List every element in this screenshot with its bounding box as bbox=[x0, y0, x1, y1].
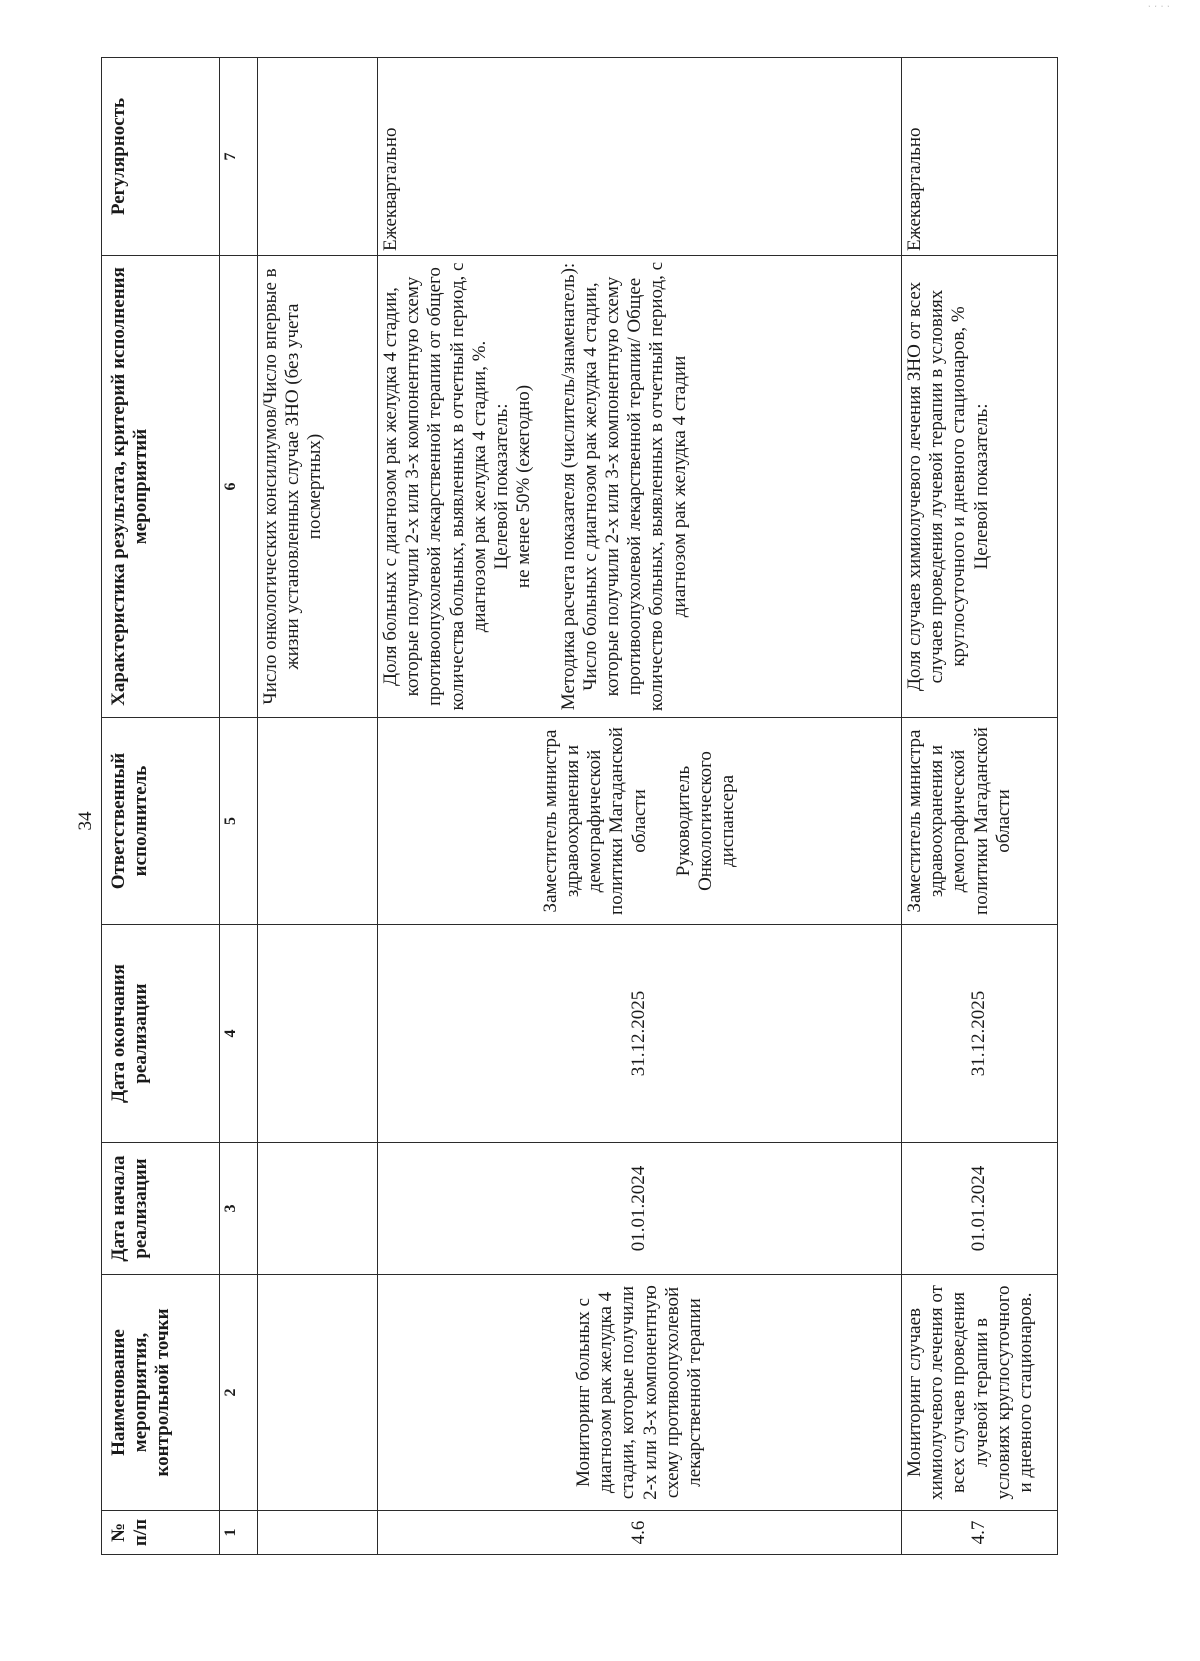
row-end-date: 31.12.2025 bbox=[902, 925, 1058, 1143]
page-number: 34 bbox=[75, 811, 96, 831]
target-label: Целевой показатель: bbox=[970, 403, 992, 570]
table-row bbox=[902, 58, 1058, 1555]
header-responsible: Ответственный исполнитель bbox=[102, 718, 220, 925]
row-regularity: Ежеквартально bbox=[902, 58, 1058, 256]
row-start-date: 01.01.2024 bbox=[902, 1143, 1058, 1275]
continuation-row bbox=[258, 58, 378, 1555]
table-row bbox=[378, 58, 902, 1555]
target-label: Целевой показатель: bbox=[491, 403, 513, 570]
column-number: 3 bbox=[220, 1143, 258, 1275]
column-number: 1 bbox=[220, 1511, 258, 1555]
row-end-date: 31.12.2025 bbox=[378, 925, 902, 1143]
row-num: 4.6 bbox=[378, 1511, 902, 1555]
row-start-date: 01.01.2024 bbox=[378, 1143, 902, 1275]
column-number-row bbox=[220, 58, 258, 1555]
row-name: Мониторинг случаев химиолучевого лечения от всех случаев проведения лучевой терапии в условиях круглосуточного и дневного стационаров. bbox=[902, 1275, 1058, 1511]
target-value: не менее 50% (ежегодно) bbox=[513, 384, 535, 589]
column-number: 4 bbox=[220, 925, 258, 1143]
responsible-2: Руководитель Онкологического диспансера bbox=[672, 751, 739, 891]
column-number: 7 bbox=[220, 58, 258, 256]
row-num: 4.7 bbox=[902, 1511, 1058, 1555]
characteristic-text: Доля больных с диагнозом рак желудка 4 стадии, которые получили 2-х или 3-х компонентную схему противоопухолевой лекарственной терапии от общего количества больных, выявленных в отчетный период, с диагнозом рак желудка 4 стадии, %. bbox=[380, 262, 490, 711]
row-regularity: Ежеквартально bbox=[378, 58, 902, 256]
measures-table bbox=[101, 57, 1058, 1555]
rotated-table-container bbox=[101, 58, 1057, 1555]
method-text: Число больных с диагнозом рак желудка 4 стадии, которые получили 2-х или 3-х компонентную схему противоопухолевой лекарственной терапии/ Общее количество больных, выявленных в отчетный период, с диагнозом рак желудка 4 стадии bbox=[579, 261, 690, 712]
column-number: 2 bbox=[220, 1275, 258, 1511]
header-end: Дата окончания реализации bbox=[102, 925, 220, 1143]
continuation-characteristic: Число онкологических консилиумов/Число впервые в жизни установленных случае ЗНО (без учета посмертных) bbox=[258, 256, 378, 718]
row-responsible: Заместитель министра здравоохранения и демографической политики Магаданской области bbox=[902, 718, 1058, 925]
header-name: Наименование мероприятия, контрольной точки bbox=[102, 1275, 220, 1511]
characteristic-text: Доля случаев химиолучевого лечения ЗНО от всех случаев проведения лучевой терапии в условиях круглосуточного и дневного стационаров, % bbox=[904, 281, 970, 692]
row-characteristic bbox=[378, 256, 902, 718]
column-number: 6 bbox=[220, 256, 258, 718]
header-row bbox=[102, 58, 220, 1555]
header-regularity: Регулярность bbox=[102, 58, 220, 256]
responsible-1: Заместитель министра здравоохранения и демографической политики Магаданской области bbox=[539, 727, 650, 915]
header-characteristic: Характеристика результата, критерий исполнения мероприятий bbox=[102, 256, 220, 718]
row-responsible bbox=[378, 718, 902, 925]
row-name: Мониторинг больных с диагнозом рак желудка 4 стадии, которые получили 2-х или 3-х компонентную схему противоопухолевой лекарственной терапии bbox=[378, 1275, 902, 1511]
header-start: Дата начала реализации bbox=[102, 1143, 220, 1275]
column-number: 5 bbox=[220, 718, 258, 925]
header-num: № п/п bbox=[102, 1511, 220, 1555]
method-label: Методика расчета показателя (числитель/знаменатель): bbox=[557, 262, 579, 711]
row-characteristic bbox=[902, 256, 1058, 718]
scan-artifact: ˑ ˑ ˑ ˑ bbox=[1147, 0, 1170, 14]
